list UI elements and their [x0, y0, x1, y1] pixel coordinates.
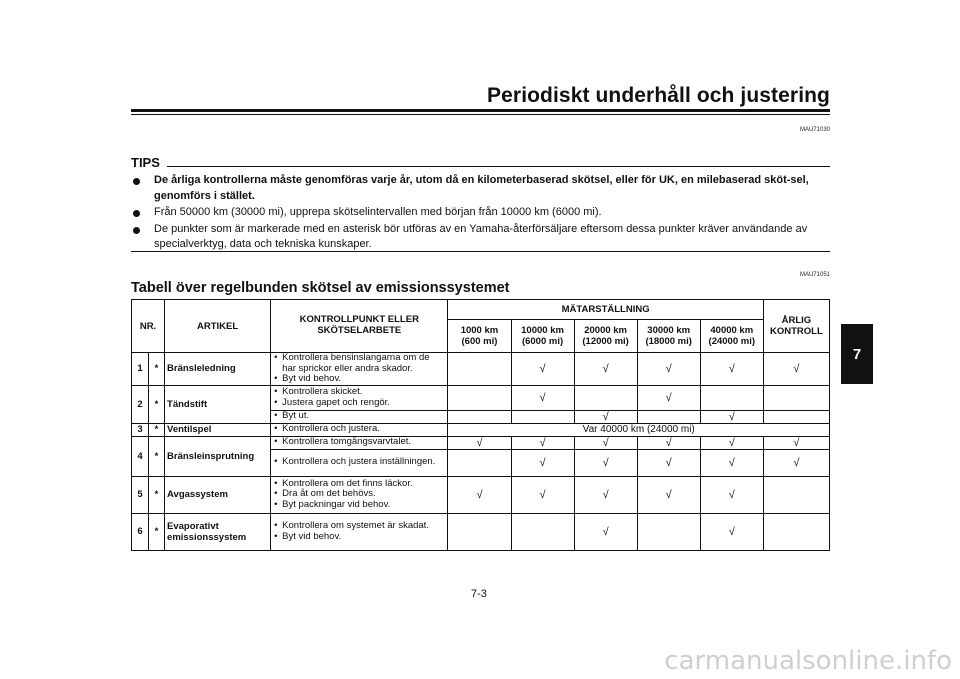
page-number: 7-3 — [471, 588, 487, 600]
check-cell — [511, 513, 574, 550]
table-row — [132, 476, 830, 513]
check-cell — [637, 513, 700, 550]
row-number: 3 — [132, 423, 149, 436]
row-number: 4 — [132, 436, 149, 476]
check-cell: √ — [700, 476, 763, 513]
check-cell: √ — [448, 436, 511, 449]
check-cell: √ — [511, 476, 574, 513]
check-cell: √ — [700, 353, 763, 386]
row-tasks: • Kontrollera skicket. • Justera gapet och rengör. — [271, 385, 448, 410]
row-artikel: Tändstift — [165, 385, 271, 423]
header-kontrollpunkt: KONTROLLPUNKT ELLER SKÖTSELARBETE — [271, 300, 448, 353]
row-tasks: • Kontrollera om det finns läckor. • Dra åt om det behövs. • Byt packningar vid behov. — [271, 476, 448, 513]
row-number: 6 — [132, 513, 149, 550]
tips-item: De punkter som är markerade med en asterisk bör utföras av en Yamaha-återförsäljare eftersom dessa punkter kräver användande av specialverktyg, data och tekniska kunskaper. — [131, 222, 830, 253]
check-cell — [448, 385, 511, 410]
asterisk: * — [149, 476, 165, 513]
check-cell — [511, 410, 574, 423]
header-odo: 40000 km (24000 mi) — [700, 320, 763, 353]
check-cell: √ — [637, 353, 700, 386]
table-header-row — [132, 300, 830, 320]
bullet-icon — [133, 210, 140, 217]
check-cell — [448, 353, 511, 386]
check-cell: √ — [448, 476, 511, 513]
section-title: Tabell över regelbunden skötsel av emissionssystemet — [131, 280, 510, 296]
tips-label: TIPS — [131, 155, 160, 170]
header-odo: 10000 km (6000 mi) — [511, 320, 574, 353]
reference-code: MAU71030 — [799, 127, 830, 133]
maintenance-table — [131, 299, 830, 551]
row-number: 5 — [132, 476, 149, 513]
asterisk: * — [149, 436, 165, 476]
watermark: carmanualsonline.info — [664, 646, 952, 676]
check-cell — [763, 476, 829, 513]
table-row — [132, 353, 830, 386]
row-artikel: Ventilspel — [165, 423, 271, 436]
check-cell: √ — [637, 476, 700, 513]
row-artikel: Bränsleinsprutning — [165, 436, 271, 476]
header-artikel: ARTIKEL — [165, 300, 271, 353]
check-cell: √ — [637, 449, 700, 476]
page-title: Periodiskt underhåll och justering — [487, 84, 830, 107]
table-row — [132, 436, 830, 449]
asterisk: * — [149, 423, 165, 436]
reference-code: MAU71051 — [799, 272, 830, 278]
chapter-tab: 7 — [841, 324, 873, 384]
check-cell: √ — [574, 436, 637, 449]
check-cell — [763, 385, 829, 410]
check-cell — [448, 410, 511, 423]
header-nr: NR. — [132, 300, 165, 353]
check-cell: √ — [511, 385, 574, 410]
row-tasks: • Byt ut. — [271, 410, 448, 423]
check-cell — [637, 410, 700, 423]
row-tasks: • Kontrollera och justera. — [271, 423, 448, 436]
interval-text: Var 40000 km (24000 mi) — [448, 423, 830, 436]
row-artikel: Bränsleledning — [165, 353, 271, 386]
row-tasks: • Kontrollera tomgångsvarvtalet. — [271, 436, 448, 449]
check-cell — [574, 385, 637, 410]
header-odo: 1000 km (600 mi) — [448, 320, 511, 353]
check-cell: √ — [700, 513, 763, 550]
check-cell: √ — [574, 476, 637, 513]
check-cell: √ — [511, 353, 574, 386]
check-cell — [700, 385, 763, 410]
asterisk: * — [149, 385, 165, 423]
table-row — [132, 513, 830, 550]
header-odo: 30000 km (18000 mi) — [637, 320, 700, 353]
check-cell: √ — [574, 449, 637, 476]
check-cell: √ — [637, 385, 700, 410]
check-cell: √ — [511, 436, 574, 449]
table-row — [132, 385, 830, 410]
header-matarstallning: MÄTARSTÄLLNING — [448, 300, 763, 320]
tips-item: Från 50000 km (30000 mi), upprepa skötselintervallen med början från 10000 km (6000 mi). — [131, 205, 830, 221]
row-tasks: • Kontrollera och justera inställningen. — [271, 449, 448, 476]
check-cell: √ — [574, 353, 637, 386]
tips-list — [131, 173, 830, 254]
asterisk: * — [149, 353, 165, 386]
check-cell: √ — [700, 410, 763, 423]
bullet-icon — [133, 178, 140, 185]
tips-item: De årliga kontrollerna måste genomföras varje år, utom då en kilometerbaserad skötsel, eller för UK, en milebaserad sköt-sel, genomförs i stället. — [131, 173, 830, 204]
header-rule — [131, 109, 830, 112]
check-cell: √ — [700, 436, 763, 449]
header-odo: 20000 km (12000 mi) — [574, 320, 637, 353]
row-number: 2 — [132, 385, 149, 423]
check-cell — [448, 513, 511, 550]
header-arlig: ÅRLIG KONTROLL — [763, 300, 829, 353]
check-cell: √ — [763, 353, 829, 386]
check-cell: √ — [763, 449, 829, 476]
check-cell — [763, 410, 829, 423]
check-cell — [763, 513, 829, 550]
check-cell: √ — [637, 436, 700, 449]
check-cell: √ — [511, 449, 574, 476]
check-cell — [448, 449, 511, 476]
tips-end-rule — [131, 251, 830, 252]
tips-rule — [167, 166, 830, 167]
row-artikel: Evaporativt emissionssystem — [165, 513, 271, 550]
check-cell: √ — [574, 410, 637, 423]
check-cell: √ — [763, 436, 829, 449]
header-rule-thin — [131, 114, 830, 115]
row-number: 1 — [132, 353, 149, 386]
bullet-icon — [133, 227, 140, 234]
check-cell: √ — [700, 449, 763, 476]
row-tasks: • Kontrollera bensinslangarna om de har sprickor eller andra skador. • Byt vid behov. — [271, 353, 448, 386]
table-row — [132, 423, 830, 436]
check-cell: √ — [574, 513, 637, 550]
asterisk: * — [149, 513, 165, 550]
row-tasks: • Kontrollera om systemet är skadat. • Byt vid behov. — [271, 513, 448, 550]
row-artikel: Avgassystem — [165, 476, 271, 513]
